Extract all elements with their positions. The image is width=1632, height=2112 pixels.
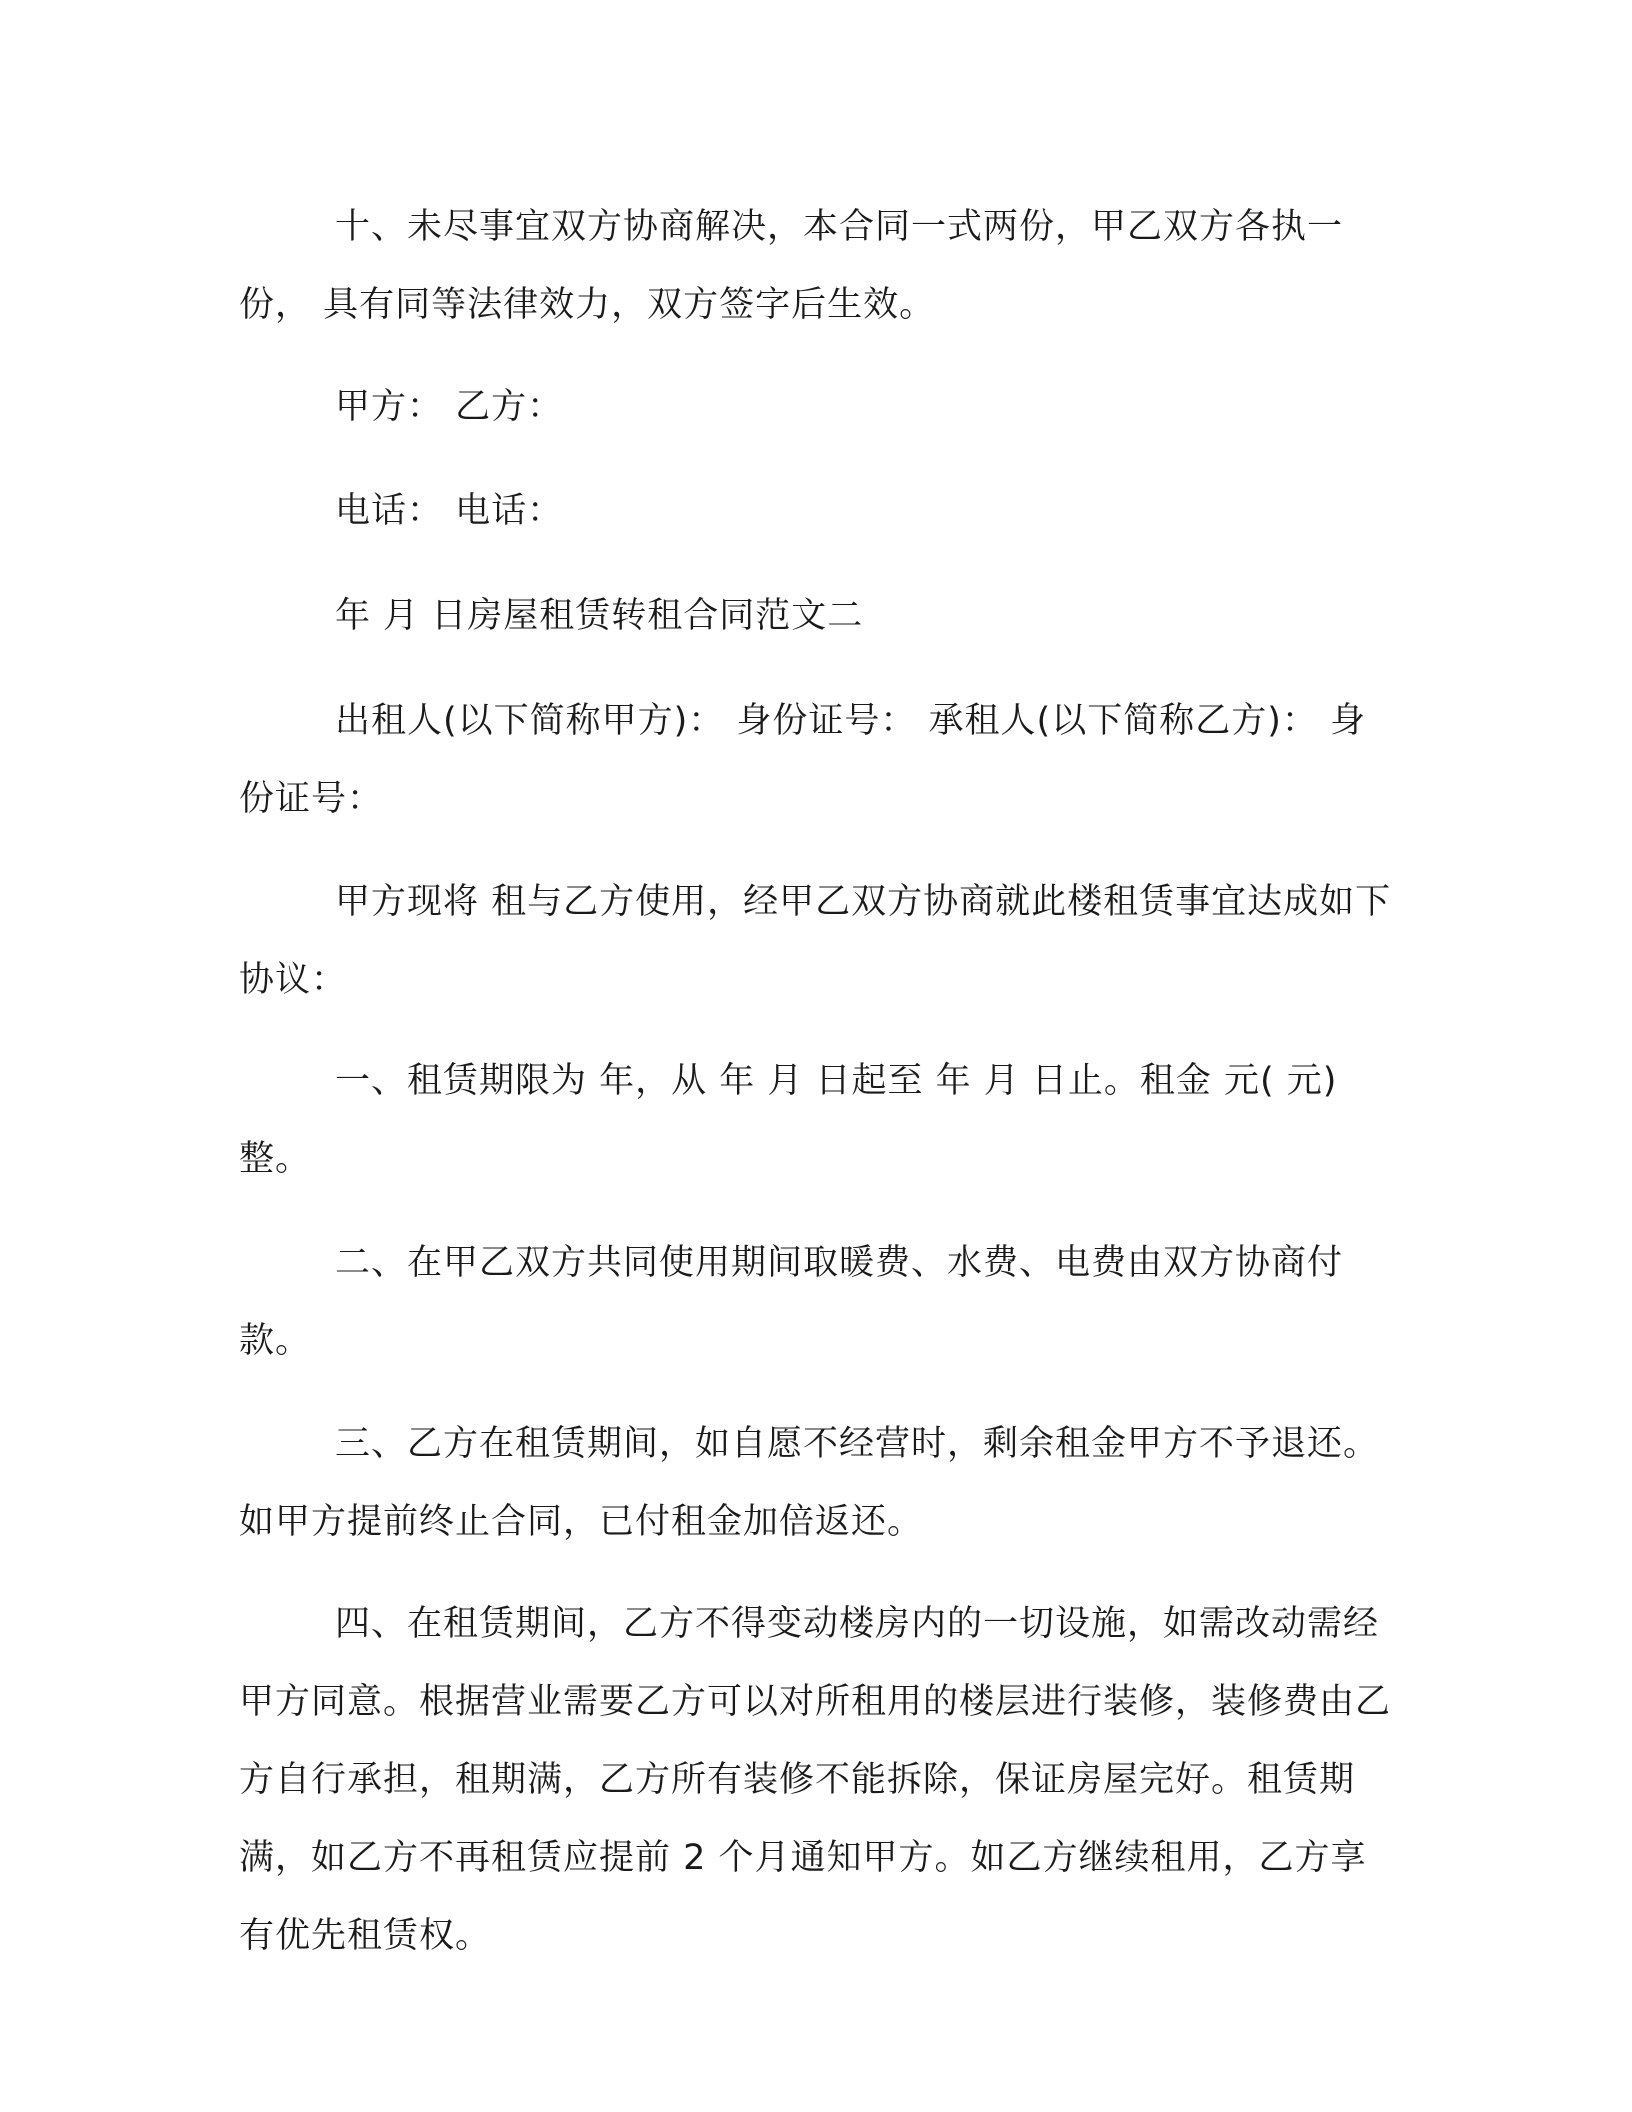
clause-four-paragraph: 四、在租赁期间，乙方不得变动楼房内的一切设施，如需改动需经甲方同意。根据营业需要乙方可以对所租用的楼层进行装修，装修费由乙方自行承担，租期满，乙方所有装修不能拆除，保证房屋完好。租赁期满，如乙方不再租赁应提前 2 个月通知甲方。如乙方继续租用，乙方享有优先租赁权。 bbox=[239, 1604, 1392, 1956]
lessor-lessee-id-paragraph: 出租人(以下简称甲方)： 身份证号： 承租人(以下简称乙方)： 身份证号： bbox=[239, 701, 1366, 819]
date-and-second-contract-title: 年 月 日房屋租赁转租合同范文二 bbox=[335, 596, 864, 636]
party-signature-line: 甲方： 乙方： bbox=[335, 387, 564, 427]
clause-ten-paragraph: 十、未尽事宜双方协商解决，本合同一式两份，甲乙双方各执一份， 具有同等法律效力，双方签字后生效。 bbox=[239, 207, 1344, 325]
clause-two-paragraph: 二、在甲乙双方共同使用期间取暖费、水费、电费由双方协商付款。 bbox=[239, 1243, 1344, 1361]
agreement-intro-paragraph: 甲方现将 租与乙方使用，经甲乙双方协商就此楼租赁事宜达成如下协议： bbox=[239, 882, 1392, 1000]
clause-three-paragraph: 三、乙方在租赁期间，如自愿不经营时，剩余租金甲方不予退还。如甲方提前终止合同，已付租金加倍返还。 bbox=[239, 1424, 1380, 1542]
phone-line: 电话： 电话： bbox=[335, 491, 564, 531]
document-body bbox=[239, 188, 1399, 2000]
clause-one-paragraph: 一、租赁期限为 年，从 年 月 日起至 年 月 日止。租金 元( 元)整。 bbox=[239, 1061, 1338, 1179]
